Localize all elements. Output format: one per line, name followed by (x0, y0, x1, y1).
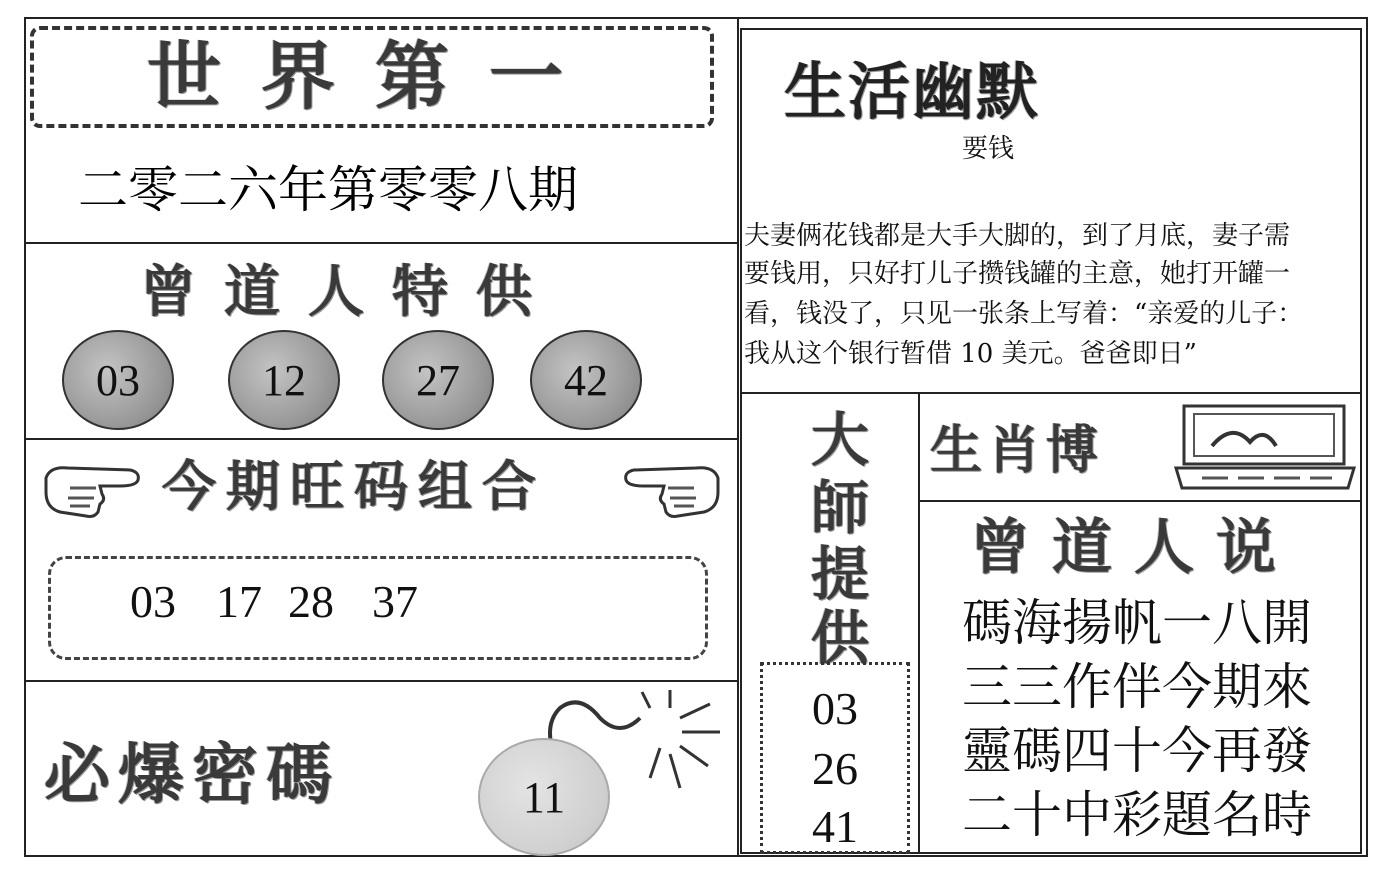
zodiac-title: 生肖博 (930, 421, 1105, 481)
saying-line-4: 二十中彩題名時 (962, 786, 1312, 844)
divider-right-1 (740, 392, 1362, 394)
humor-line-4: 我从这个银行暂借 10 美元。爸爸即日” (744, 339, 1197, 369)
issue-number: 二零二六年第零零八期 (78, 161, 578, 219)
special-title: 曾道人特供 (140, 260, 560, 325)
master-number-2: 26 (812, 743, 858, 794)
master-number-1: 03 (812, 683, 858, 734)
saying-line-1: 碼海揚帆一八開 (962, 594, 1312, 652)
saying-line-2: 三三作伴今期來 (962, 658, 1312, 716)
computer-icon (1172, 402, 1358, 492)
divider-right-2 (918, 500, 1362, 502)
bomb-title: 必爆密碼 (44, 736, 340, 813)
humor-title: 生活幽默 (784, 55, 1041, 128)
saying-line-3: 靈碼四十今再發 (962, 722, 1312, 780)
master-char-1: 大 (810, 406, 869, 474)
combo-number-3: 28 (288, 576, 334, 627)
humor-line-2: 要钱用，只好打儿子攒钱罐的主意，她打开罐一 (744, 259, 1291, 289)
special-ball-4: 42 (530, 330, 642, 430)
special-ball-2: 12 (228, 330, 340, 430)
divider-right-v (918, 392, 920, 854)
combo-number-2: 17 (216, 576, 262, 627)
special-ball-1: 03 (62, 330, 174, 430)
divider-1 (24, 242, 738, 244)
header-title: 世界第一 (147, 34, 603, 120)
master-number-3: 41 (812, 801, 858, 852)
column-divider (737, 17, 739, 857)
master-char-3: 提 (810, 540, 869, 608)
divider-2 (24, 438, 738, 440)
pointing-hand-left-icon (614, 448, 724, 528)
special-ball-3: 27 (382, 330, 494, 430)
divider-3 (24, 680, 738, 682)
master-char-2: 師 (810, 474, 869, 542)
master-char-4: 供 (810, 604, 869, 672)
bomb-ball: 11 (478, 738, 610, 856)
pointing-hand-right-icon (40, 448, 150, 528)
combo-title: 今期旺码组合 (162, 455, 546, 518)
humor-subtitle: 要钱 (962, 134, 1015, 164)
combo-number-1: 03 (130, 576, 176, 627)
saying-title: 曾道人说 (970, 513, 1298, 583)
humor-line-3: 看，钱没了，只见一张条上写着：“亲爱的儿子： (744, 299, 1304, 329)
combo-number-4: 37 (372, 576, 418, 627)
humor-line-1: 夫妻俩花钱都是大手大脚的，到了月底，妻子需 (744, 221, 1291, 251)
